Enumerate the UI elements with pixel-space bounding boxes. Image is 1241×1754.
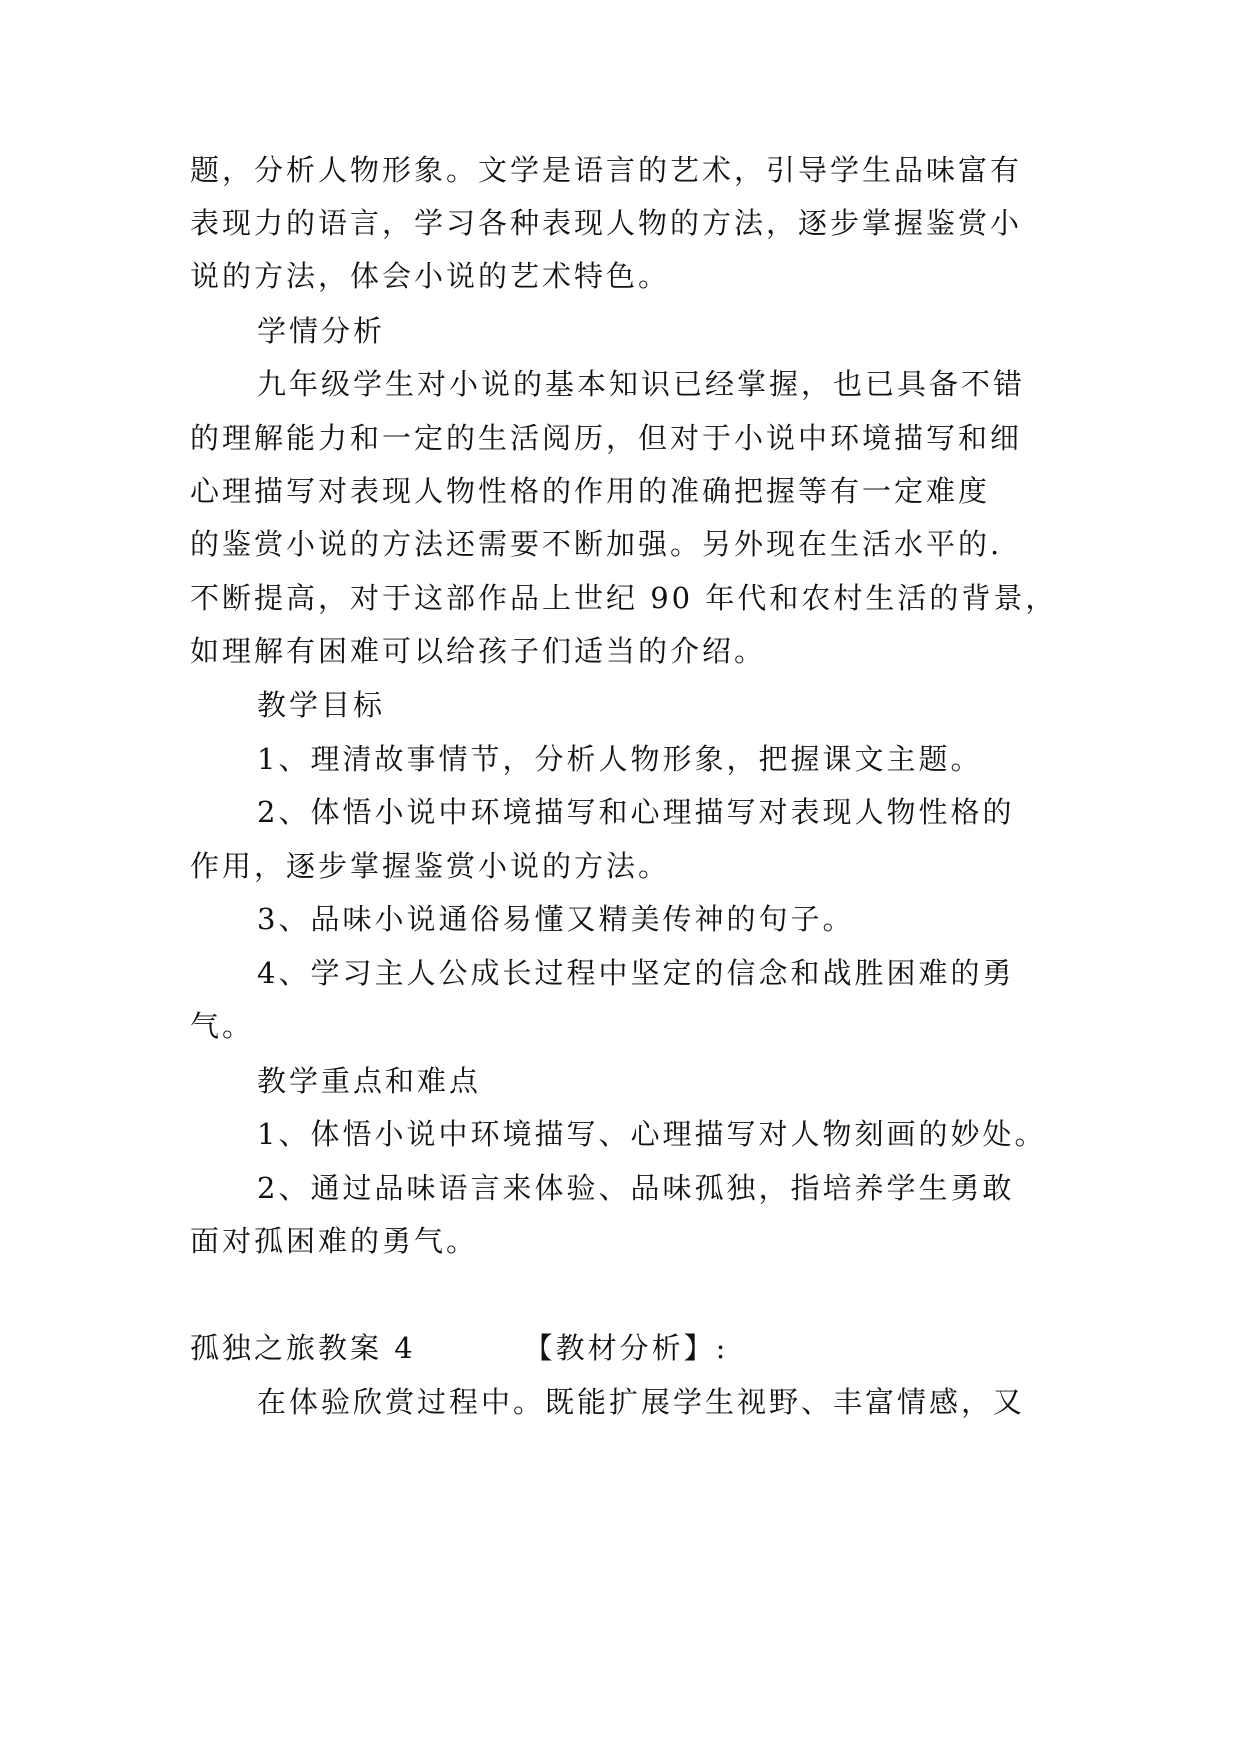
key-point-item-continued: 面对孤困难的勇气。	[190, 1224, 479, 1258]
text-line: 说的方法，体会小说的艺术特色。	[190, 259, 671, 293]
section-title: 孤独之旅教案 4	[190, 1331, 416, 1365]
goal-item: 1、理清故事情节，分析人物形象，把握课文主题。	[257, 742, 983, 776]
paragraph-line: 在体验欣赏过程中。既能扩展学生视野、丰富情感，又	[257, 1385, 1026, 1419]
goal-item: 3、品味小说通俗易懂又精美传神的句子。	[257, 902, 855, 936]
paragraph-line: 心理描写对表现人物性格的作用的准确把握等有一定难度	[190, 474, 991, 508]
section-label: 【教材分析】:	[523, 1331, 729, 1365]
paragraph-line: 的理解能力和一定的生活阅历，但对于小说中环境描写和细	[190, 421, 1023, 455]
key-point-item: 1、体悟小说中环境描写、心理描写对人物刻画的妙处。	[257, 1117, 1047, 1151]
goal-item-continued: 作用，逐步掌握鉴赏小说的方法。	[190, 849, 671, 883]
text-line: 题，分析人物形象。文学是语言的艺术，引导学生品味富有	[190, 153, 1023, 187]
text-line: 表现力的语言，学习各种表现人物的方法，逐步掌握鉴赏小	[190, 206, 1023, 240]
section-heading-row	[0, 1328, 1241, 1368]
subheading-student-analysis: 学情分析	[257, 314, 386, 348]
paragraph-line: 如理解有困难可以给孩子们适当的介绍。	[190, 634, 767, 668]
paragraph-line: 的鉴赏小说的方法还需要不断加强。另外现在生活水平的.	[190, 527, 1003, 561]
subheading-teaching-goals: 教学目标	[257, 688, 386, 722]
goal-item-continued: 气。	[190, 1009, 255, 1043]
paragraph-line: 不断提高，对于这部作品上世纪 90 年代和农村生活的背景，	[190, 581, 1058, 615]
goal-item: 2、体悟小说中环境描写和心理描写对表现人物性格的	[257, 795, 1015, 829]
key-point-item: 2、通过品味语言来体验、品味孤独，指培养学生勇敢	[257, 1171, 1015, 1205]
goal-item: 4、学习主人公成长过程中坚定的信念和战胜困难的勇	[257, 956, 1015, 990]
paragraph-line: 九年级学生对小说的基本知识已经掌握，也已具备不错	[257, 367, 1026, 401]
subheading-key-points: 教学重点和难点	[257, 1064, 482, 1098]
